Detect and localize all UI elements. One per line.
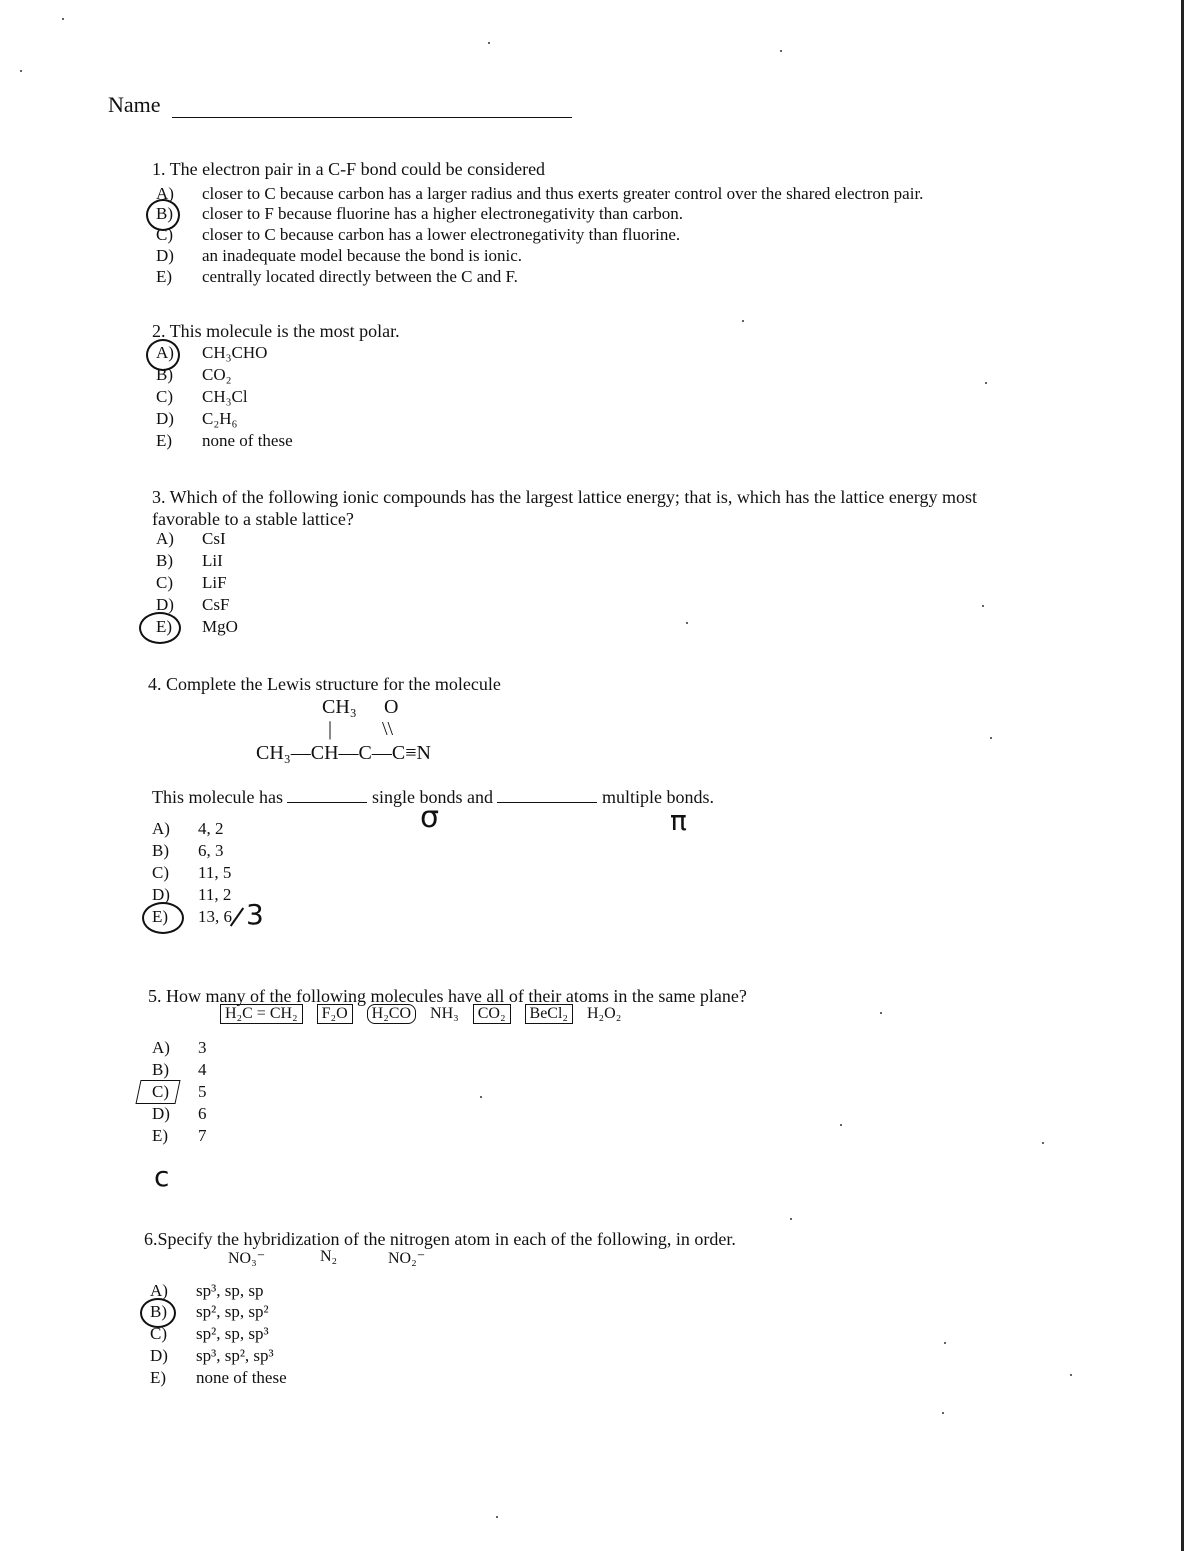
scan-speck: [942, 1412, 944, 1414]
scan-speck: [985, 382, 987, 384]
molecule-becl2: BeCl₂: [525, 1004, 573, 1024]
scan-speck: [840, 1124, 842, 1126]
q6-species-n2: N₂: [320, 1248, 338, 1265]
lewis-single-bond-vertical: |: [328, 718, 333, 740]
q6-answer-circle: [140, 1298, 176, 1328]
q3-option-d[interactable]: D) CsF: [156, 595, 230, 614]
q4-blank-1[interactable]: [287, 802, 367, 803]
q6-option-c[interactable]: C) sp², sp, sp³: [150, 1324, 269, 1343]
handwritten-sigma: σ: [420, 800, 440, 835]
q3-option-b[interactable]: B) LiI: [156, 551, 223, 570]
q5-option-a[interactable]: A) 3: [152, 1038, 207, 1057]
q3-stem-line1: 3. Which of the following ionic compounds has the largest lattice energy; that is, which has the lattice energy most: [152, 487, 977, 507]
molecule-co2: CO₂: [473, 1004, 511, 1024]
q2-answer-circle: [146, 339, 180, 371]
molecule-h2co: H₂CO: [367, 1004, 416, 1024]
scan-speck: [790, 1218, 792, 1220]
lewis-ch3-top: CH₃: [322, 696, 357, 718]
q2-option-b[interactable]: B) CO₂: [156, 365, 232, 384]
scan-speck: [20, 70, 22, 72]
molecule-f2o: F₂O: [317, 1004, 353, 1024]
scan-edge-line: [1181, 0, 1184, 1551]
scan-speck: [944, 1342, 946, 1344]
lewis-double-bond-vertical: \\: [382, 718, 394, 740]
q6-option-b[interactable]: B) sp², sp, sp²: [150, 1302, 269, 1321]
q6-option-e[interactable]: E) none of these: [150, 1368, 287, 1387]
q4-option-d[interactable]: D) 11, 2: [152, 885, 232, 904]
scan-speck: [742, 320, 744, 322]
q4-option-e[interactable]: E) 13, 6: [152, 907, 232, 926]
q3-option-a[interactable]: A) CsI: [156, 529, 226, 548]
name-label: Name: [108, 92, 161, 117]
q5-molecule-list: [220, 1004, 635, 1024]
q6-option-a[interactable]: A) sp³, sp, sp: [150, 1281, 264, 1300]
q6-species-no3: NO₃⁻: [228, 1250, 266, 1267]
q4-option-b[interactable]: B) 6, 3: [152, 841, 224, 860]
q2-stem: 2. This molecule is the most polar.: [152, 321, 400, 341]
scan-speck: [880, 1012, 882, 1014]
lewis-main-chain: CH₃—CH—C—C≡N: [256, 742, 431, 764]
q4-strikethrough: [230, 907, 244, 926]
q4-answer-circle: [142, 902, 184, 934]
q4-stem: 4. Complete the Lewis structure for the molecule: [148, 674, 501, 694]
q3-option-e[interactable]: E) MgO: [156, 617, 238, 636]
q5-stem: 5. How many of the following molecules have all of their atoms in the same plane?: [148, 986, 747, 1006]
q5-option-b[interactable]: B) 4: [152, 1060, 207, 1079]
q2-option-e[interactable]: E) none of these: [156, 431, 293, 450]
handwritten-pi: π: [670, 804, 687, 837]
q2-option-a[interactable]: A) CH₃CHO: [156, 343, 268, 362]
q1-option-a[interactable]: A) closer to C because carbon has a larger radius and thus exerts greater control over the shared electron pair.: [156, 184, 924, 203]
q4-option-a[interactable]: A) 4, 2: [152, 819, 224, 838]
scan-speck: [62, 18, 64, 20]
scan-speck: [496, 1516, 498, 1518]
q1-option-d[interactable]: D) an inadequate model because the bond is ionic.: [156, 246, 523, 265]
lewis-oxygen: O: [384, 696, 399, 718]
molecule-h2o2: H₂O₂: [587, 1005, 622, 1022]
q4-option-c[interactable]: C) 11, 5: [152, 863, 232, 882]
q6-option-d[interactable]: D) sp³, sp², sp³: [150, 1346, 274, 1365]
scan-speck: [990, 737, 992, 739]
q1-option-b[interactable]: B) closer to F because fluorine has a higher electronegativity than carbon.: [156, 204, 684, 223]
q4-blank-sentence: This molecule has single bonds and multiple bonds.: [152, 787, 714, 807]
handwritten-correction: 3: [246, 898, 264, 931]
q6-stem: 6.Specify the hybridization of the nitrogen atom in each of the following, in order.: [144, 1229, 736, 1249]
scan-speck: [480, 1096, 482, 1098]
q3-option-c[interactable]: C) LiF: [156, 573, 227, 592]
q2-option-c[interactable]: C) CH₃Cl: [156, 387, 248, 406]
q2-option-d[interactable]: D) C₂H₆: [156, 409, 238, 428]
scan-speck: [982, 605, 984, 607]
q6-species-no2: NO₂⁻: [388, 1250, 426, 1267]
scan-speck: [1042, 1142, 1044, 1144]
name-input-line[interactable]: [172, 97, 572, 118]
q1-answer-circle: [146, 199, 180, 231]
q5-answer-box: [135, 1080, 180, 1104]
handwritten-answer-c: c: [154, 1160, 170, 1193]
q1-stem: 1. The electron pair in a C-F bond could be considered: [152, 159, 546, 179]
q4-blank-2[interactable]: [497, 802, 597, 803]
scan-speck: [488, 42, 490, 44]
molecule-ethene: H₂C = CH₂: [220, 1004, 303, 1024]
scan-speck: [1070, 1374, 1072, 1376]
q5-option-d[interactable]: D) 6: [152, 1104, 207, 1123]
q1-option-e[interactable]: E) centrally located directly between the C and F.: [156, 267, 518, 286]
q3-answer-circle: [139, 612, 181, 644]
q1-option-c[interactable]: C) closer to C because carbon has a lower electronegativity than fluorine.: [156, 225, 681, 244]
name-row: [108, 92, 572, 118]
molecule-nh3: NH₃: [430, 1005, 459, 1022]
q5-option-e[interactable]: E) 7: [152, 1126, 207, 1145]
scan-speck: [780, 50, 782, 52]
scan-speck: [686, 622, 688, 624]
q3-stem-line2: favorable to a stable lattice?: [152, 509, 354, 529]
q5-option-c[interactable]: C) 5: [152, 1082, 207, 1101]
